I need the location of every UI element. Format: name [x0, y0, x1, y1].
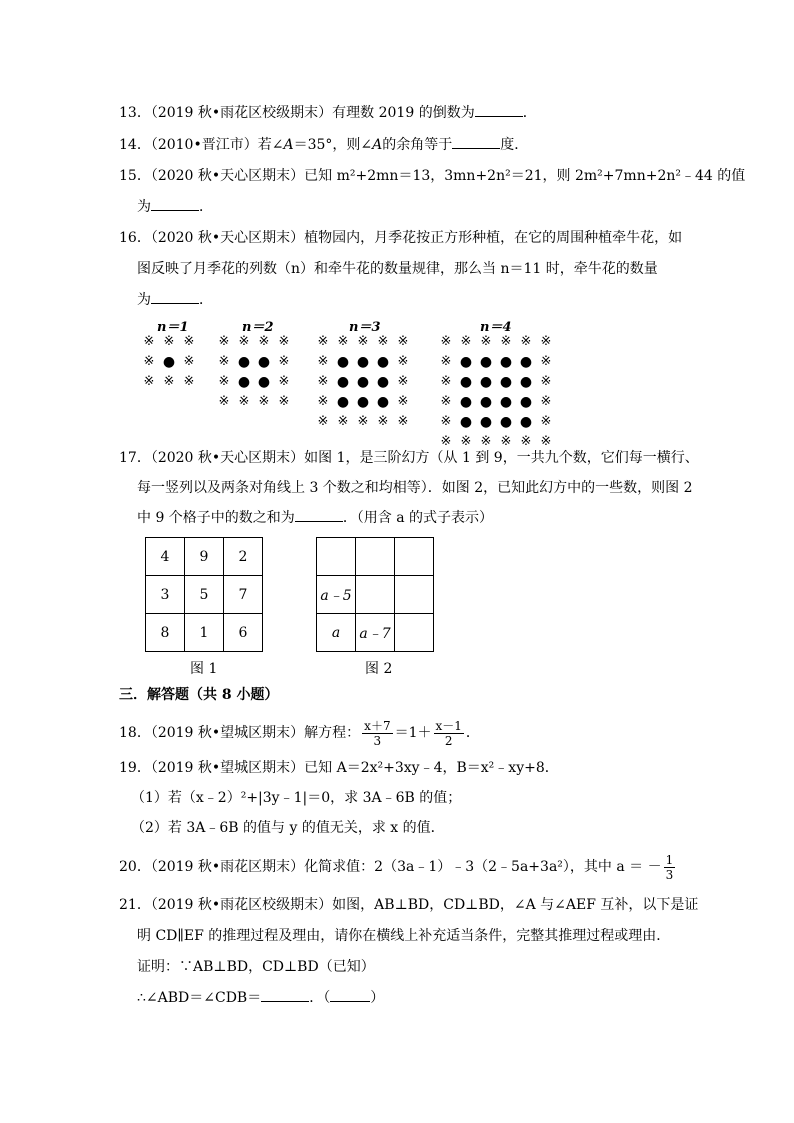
q20-source: （2019 秋•雨花区期末）	[150, 859, 305, 875]
morning-glory-mark: ※	[143, 354, 155, 369]
rose-dot: ●	[356, 374, 370, 390]
section-heading: 三．解答题（共 8 小题）	[119, 687, 279, 703]
morning-glory-mark: ※	[238, 394, 250, 409]
q21-line4	[137, 988, 384, 1008]
q18-fraction2	[434, 719, 464, 748]
pattern-label-3: n＝3	[349, 320, 381, 335]
rose-dot: ●	[459, 354, 473, 370]
morning-glory-mark: ※	[440, 354, 452, 369]
rose-dot: ●	[356, 394, 370, 410]
morning-glory-mark: ※	[337, 334, 349, 349]
rose-dot: ●	[499, 374, 513, 390]
q13-source: （2019 秋•雨花区校级期末）	[150, 105, 333, 121]
morning-glory-mark: ※	[440, 394, 452, 409]
square-cell	[395, 538, 434, 576]
q15-text: 已知 m²+2mn＝13，3mn+2n²＝21，则 2m²+7mn+2n²﹣44 的值	[304, 168, 746, 184]
q17-blank[interactable]	[295, 508, 343, 522]
q17-line3	[137, 508, 493, 528]
q15-line2	[137, 197, 213, 217]
q14-text-c: 的余角等于	[382, 137, 453, 153]
rose-dot: ●	[479, 354, 493, 370]
q16-line3	[137, 290, 213, 310]
q13-text: 有理数 2019 的倒数为	[332, 105, 475, 121]
q21-text4c: ）	[370, 990, 385, 1006]
morning-glory-mark: ※	[540, 334, 552, 349]
figure2-magic-square	[316, 537, 434, 652]
q13-blank[interactable]	[475, 103, 523, 117]
morning-glory-mark: ※	[317, 414, 329, 429]
morning-glory-mark: ※	[440, 374, 452, 389]
q21-text3: 证明：∵AB⊥BD，CD⊥BD（已知）	[137, 959, 375, 975]
q16-end: ．	[199, 292, 213, 308]
q18-source: （2019 秋•望城区期末）	[150, 725, 305, 741]
square-cell	[395, 576, 434, 614]
morning-glory-mark: ※	[540, 354, 552, 369]
q21-text2: 明 CD∥EF 的推理过程及理由，请你在横线上补充适当条件，完整其推理过程或理由．	[137, 928, 671, 944]
q16-text3: 为	[137, 292, 151, 308]
morning-glory-mark: ※	[397, 374, 409, 389]
q15-line1	[119, 166, 745, 186]
q21-text4: ∴∠ABD＝∠CDB＝	[137, 990, 262, 1006]
q18-fraction1	[362, 719, 392, 748]
q21-text4b: ．（	[309, 990, 331, 1006]
morning-glory-mark: ※	[238, 334, 250, 349]
morning-glory-mark: ※	[258, 334, 270, 349]
morning-glory-mark: ※	[357, 414, 369, 429]
rose-dot: ●	[237, 374, 251, 390]
morning-glory-mark: ※	[397, 354, 409, 369]
rose-dot: ●	[376, 374, 390, 390]
morning-glory-mark: ※	[480, 334, 492, 349]
morning-glory-mark: ※	[183, 374, 195, 389]
square-cell: 6	[224, 614, 263, 652]
q18-equals: ＝1＋	[394, 725, 432, 741]
q15-blank[interactable]	[151, 197, 199, 211]
rose-dot: ●	[336, 374, 350, 390]
square-cell: 5	[185, 576, 224, 614]
q19-line1	[119, 758, 559, 778]
morning-glory-mark: ※	[278, 354, 290, 369]
q18-end: ．	[465, 725, 480, 741]
rose-dot: ●	[459, 394, 473, 410]
figure1-magic-square	[145, 537, 263, 652]
q17-line1	[119, 448, 699, 468]
morning-glory-mark: ※	[520, 334, 532, 349]
square-cell: a	[317, 614, 356, 652]
q20-fraction	[664, 853, 676, 882]
q19-sub1: （1）若（x﹣2）²+|3y﹣1|＝0，求 3A﹣6B 的值；	[131, 790, 462, 806]
morning-glory-mark: ※	[218, 394, 230, 409]
morning-glory-mark: ※	[440, 434, 452, 449]
morning-glory-mark: ※	[520, 434, 532, 449]
square-cell: a﹣7	[356, 614, 395, 652]
q17-text2: 每一竖列以及两条对角线上 3 个数之和均相等）．如图 2，已知此幻方中的一些数，则图 2	[137, 480, 693, 496]
q14-text-b: ＝35°，则∠	[293, 137, 373, 153]
morning-glory-mark: ※	[357, 334, 369, 349]
q14-blank[interactable]	[452, 135, 500, 149]
q14-var-a2: A	[372, 137, 383, 153]
morning-glory-mark: ※	[480, 434, 492, 449]
morning-glory-mark: ※	[440, 414, 452, 429]
q16-text1: 植物园内，月季花按正方形种植，在它的周围种植牵牛花，如	[304, 230, 683, 246]
figure2-caption: 图 2	[365, 661, 393, 677]
q20-numerator: 1	[665, 852, 674, 867]
q20-denominator: 3	[665, 867, 674, 882]
q14-line	[119, 135, 528, 155]
rose-dot: ●	[336, 354, 350, 370]
morning-glory-mark: ※	[278, 374, 290, 389]
rose-dot: ●	[459, 374, 473, 390]
morning-glory-mark: ※	[540, 434, 552, 449]
q17-text3b: ．（用含 a 的式子表示）	[342, 510, 494, 526]
q19-sub2: （2）若 3A﹣6B 的值与 y 的值无关，求 x 的值．	[131, 820, 445, 836]
q18-f1-numerator: x＋7	[364, 718, 391, 733]
morning-glory-mark: ※	[540, 394, 552, 409]
q18-f1-denominator: 3	[373, 733, 382, 748]
morning-glory-mark: ※	[163, 334, 175, 349]
morning-glory-mark: ※	[143, 334, 155, 349]
morning-glory-mark: ※	[460, 434, 472, 449]
pattern-label-4: n＝4	[480, 320, 512, 335]
q17-text3: 中 9 个格子中的数之和为	[137, 510, 295, 526]
square-cell	[356, 576, 395, 614]
rose-dot: ●	[499, 394, 513, 410]
rose-dot: ●	[519, 394, 533, 410]
q17-line2	[137, 478, 693, 498]
morning-glory-mark: ※	[317, 334, 329, 349]
morning-glory-mark: ※	[337, 414, 349, 429]
morning-glory-mark: ※	[317, 374, 329, 389]
rose-dot: ●	[499, 414, 513, 430]
q18-number: 18．	[119, 725, 151, 741]
q18-f2-numerator: x－1	[435, 718, 462, 733]
square-cell: 3	[146, 576, 185, 614]
q19-text: 已知 A＝2x²+3xy﹣4，B＝x²﹣xy+8．	[304, 760, 559, 776]
square-cell: 9	[185, 538, 224, 576]
rose-dot: ●	[376, 354, 390, 370]
square-cell: 4	[146, 538, 185, 576]
morning-glory-mark: ※	[183, 334, 195, 349]
q16-line1	[119, 228, 682, 248]
morning-glory-mark: ※	[258, 394, 270, 409]
q17-text1: 如图 1，是三阶幻方（从 1 到 9，一共九个数，它们每一横行、	[304, 450, 699, 466]
q15-source: （2020 秋•天心区期末）	[150, 168, 305, 184]
rose-dot: ●	[499, 354, 513, 370]
q14-var-a: A	[283, 137, 294, 153]
morning-glory-mark: ※	[397, 394, 409, 409]
q21-number: 21．	[119, 897, 151, 913]
morning-glory-mark: ※	[183, 354, 195, 369]
morning-glory-mark: ※	[218, 354, 230, 369]
q18-line	[119, 716, 480, 750]
rose-dot: ●	[459, 414, 473, 430]
q14-source: （2010•晋江市）	[150, 137, 258, 153]
q21-text1: 如图，AB⊥BD，CD⊥BD，∠A 与∠AEF 互补，以下是证	[332, 897, 699, 913]
q16-text2: 图反映了月季花的列数（n）和牵牛花的数量规律，那么当 n＝11 时，牵牛花的数量	[137, 261, 658, 277]
morning-glory-mark: ※	[540, 374, 552, 389]
q19-source: （2019 秋•望城区期末）	[150, 760, 305, 776]
rose-dot: ●	[257, 374, 271, 390]
q16-number: 16．	[119, 230, 151, 246]
morning-glory-mark: ※	[500, 434, 512, 449]
q21-blank2[interactable]	[330, 988, 370, 1002]
morning-glory-mark: ※	[540, 414, 552, 429]
q16-line2	[137, 259, 658, 279]
q14-text-a: 若∠	[257, 137, 284, 153]
rose-dot: ●	[479, 394, 493, 410]
q15-end: ．	[199, 199, 213, 215]
q16-source: （2020 秋•天心区期末）	[150, 230, 305, 246]
q17-number: 17．	[119, 450, 151, 466]
q18-text: 解方程：	[304, 725, 361, 741]
q15-number: 15．	[119, 168, 151, 184]
morning-glory-mark: ※	[278, 394, 290, 409]
morning-glory-mark: ※	[440, 334, 452, 349]
square-cell: 7	[224, 576, 263, 614]
figure1-caption: 图 1	[190, 661, 218, 677]
morning-glory-mark: ※	[377, 414, 389, 429]
rose-dot: ●	[257, 354, 271, 370]
square-cell: a﹣5	[317, 576, 356, 614]
rose-dot: ●	[336, 394, 350, 410]
square-cell: 1	[185, 614, 224, 652]
q21-blank1[interactable]	[261, 988, 309, 1002]
morning-glory-mark: ※	[278, 334, 290, 349]
q18-f2-denominator: 2	[444, 733, 453, 748]
morning-glory-mark: ※	[218, 374, 230, 389]
q14-number: 14．	[119, 137, 151, 153]
q20-number: 20．	[119, 859, 151, 875]
q16-blank[interactable]	[151, 290, 199, 304]
morning-glory-mark: ※	[218, 334, 230, 349]
morning-glory-mark: ※	[163, 374, 175, 389]
q17-source: （2020 秋•天心区期末）	[150, 450, 305, 466]
q15-text2: 为	[137, 199, 151, 215]
q19-number: 19．	[119, 760, 151, 776]
rose-dot: ●	[162, 354, 176, 370]
pattern-label-2: n＝2	[242, 320, 274, 335]
morning-glory-mark: ※	[397, 414, 409, 429]
rose-dot: ●	[519, 414, 533, 430]
morning-glory-mark: ※	[317, 354, 329, 369]
square-cell	[356, 538, 395, 576]
rose-dot: ●	[237, 354, 251, 370]
rose-dot: ●	[479, 374, 493, 390]
rose-dot: ●	[519, 354, 533, 370]
rose-dot: ●	[519, 374, 533, 390]
morning-glory-mark: ※	[500, 334, 512, 349]
q14-end: 度．	[500, 137, 529, 153]
square-cell: 2	[224, 538, 263, 576]
q13-line	[119, 103, 537, 123]
morning-glory-mark: ※	[377, 334, 389, 349]
rose-dot: ●	[376, 394, 390, 410]
rose-dot: ●	[479, 414, 493, 430]
pattern-label-1: n＝1	[157, 320, 189, 335]
q21-source: （2019 秋•雨花区校级期末）	[150, 897, 333, 913]
square-cell	[317, 538, 356, 576]
morning-glory-mark: ※	[143, 374, 155, 389]
q20-line	[119, 850, 677, 884]
q13-number: 13．	[119, 105, 151, 121]
morning-glory-mark: ※	[397, 334, 409, 349]
morning-glory-mark: ※	[317, 394, 329, 409]
q20-text: 化简求值：2（3a﹣1）﹣3（2﹣5a+3a²），其中 a ＝ －	[304, 859, 662, 875]
q13-end: ．	[522, 105, 537, 121]
morning-glory-mark: ※	[460, 334, 472, 349]
square-cell	[395, 614, 434, 652]
square-cell: 8	[146, 614, 185, 652]
rose-dot: ●	[356, 354, 370, 370]
q21-line1	[119, 895, 698, 915]
